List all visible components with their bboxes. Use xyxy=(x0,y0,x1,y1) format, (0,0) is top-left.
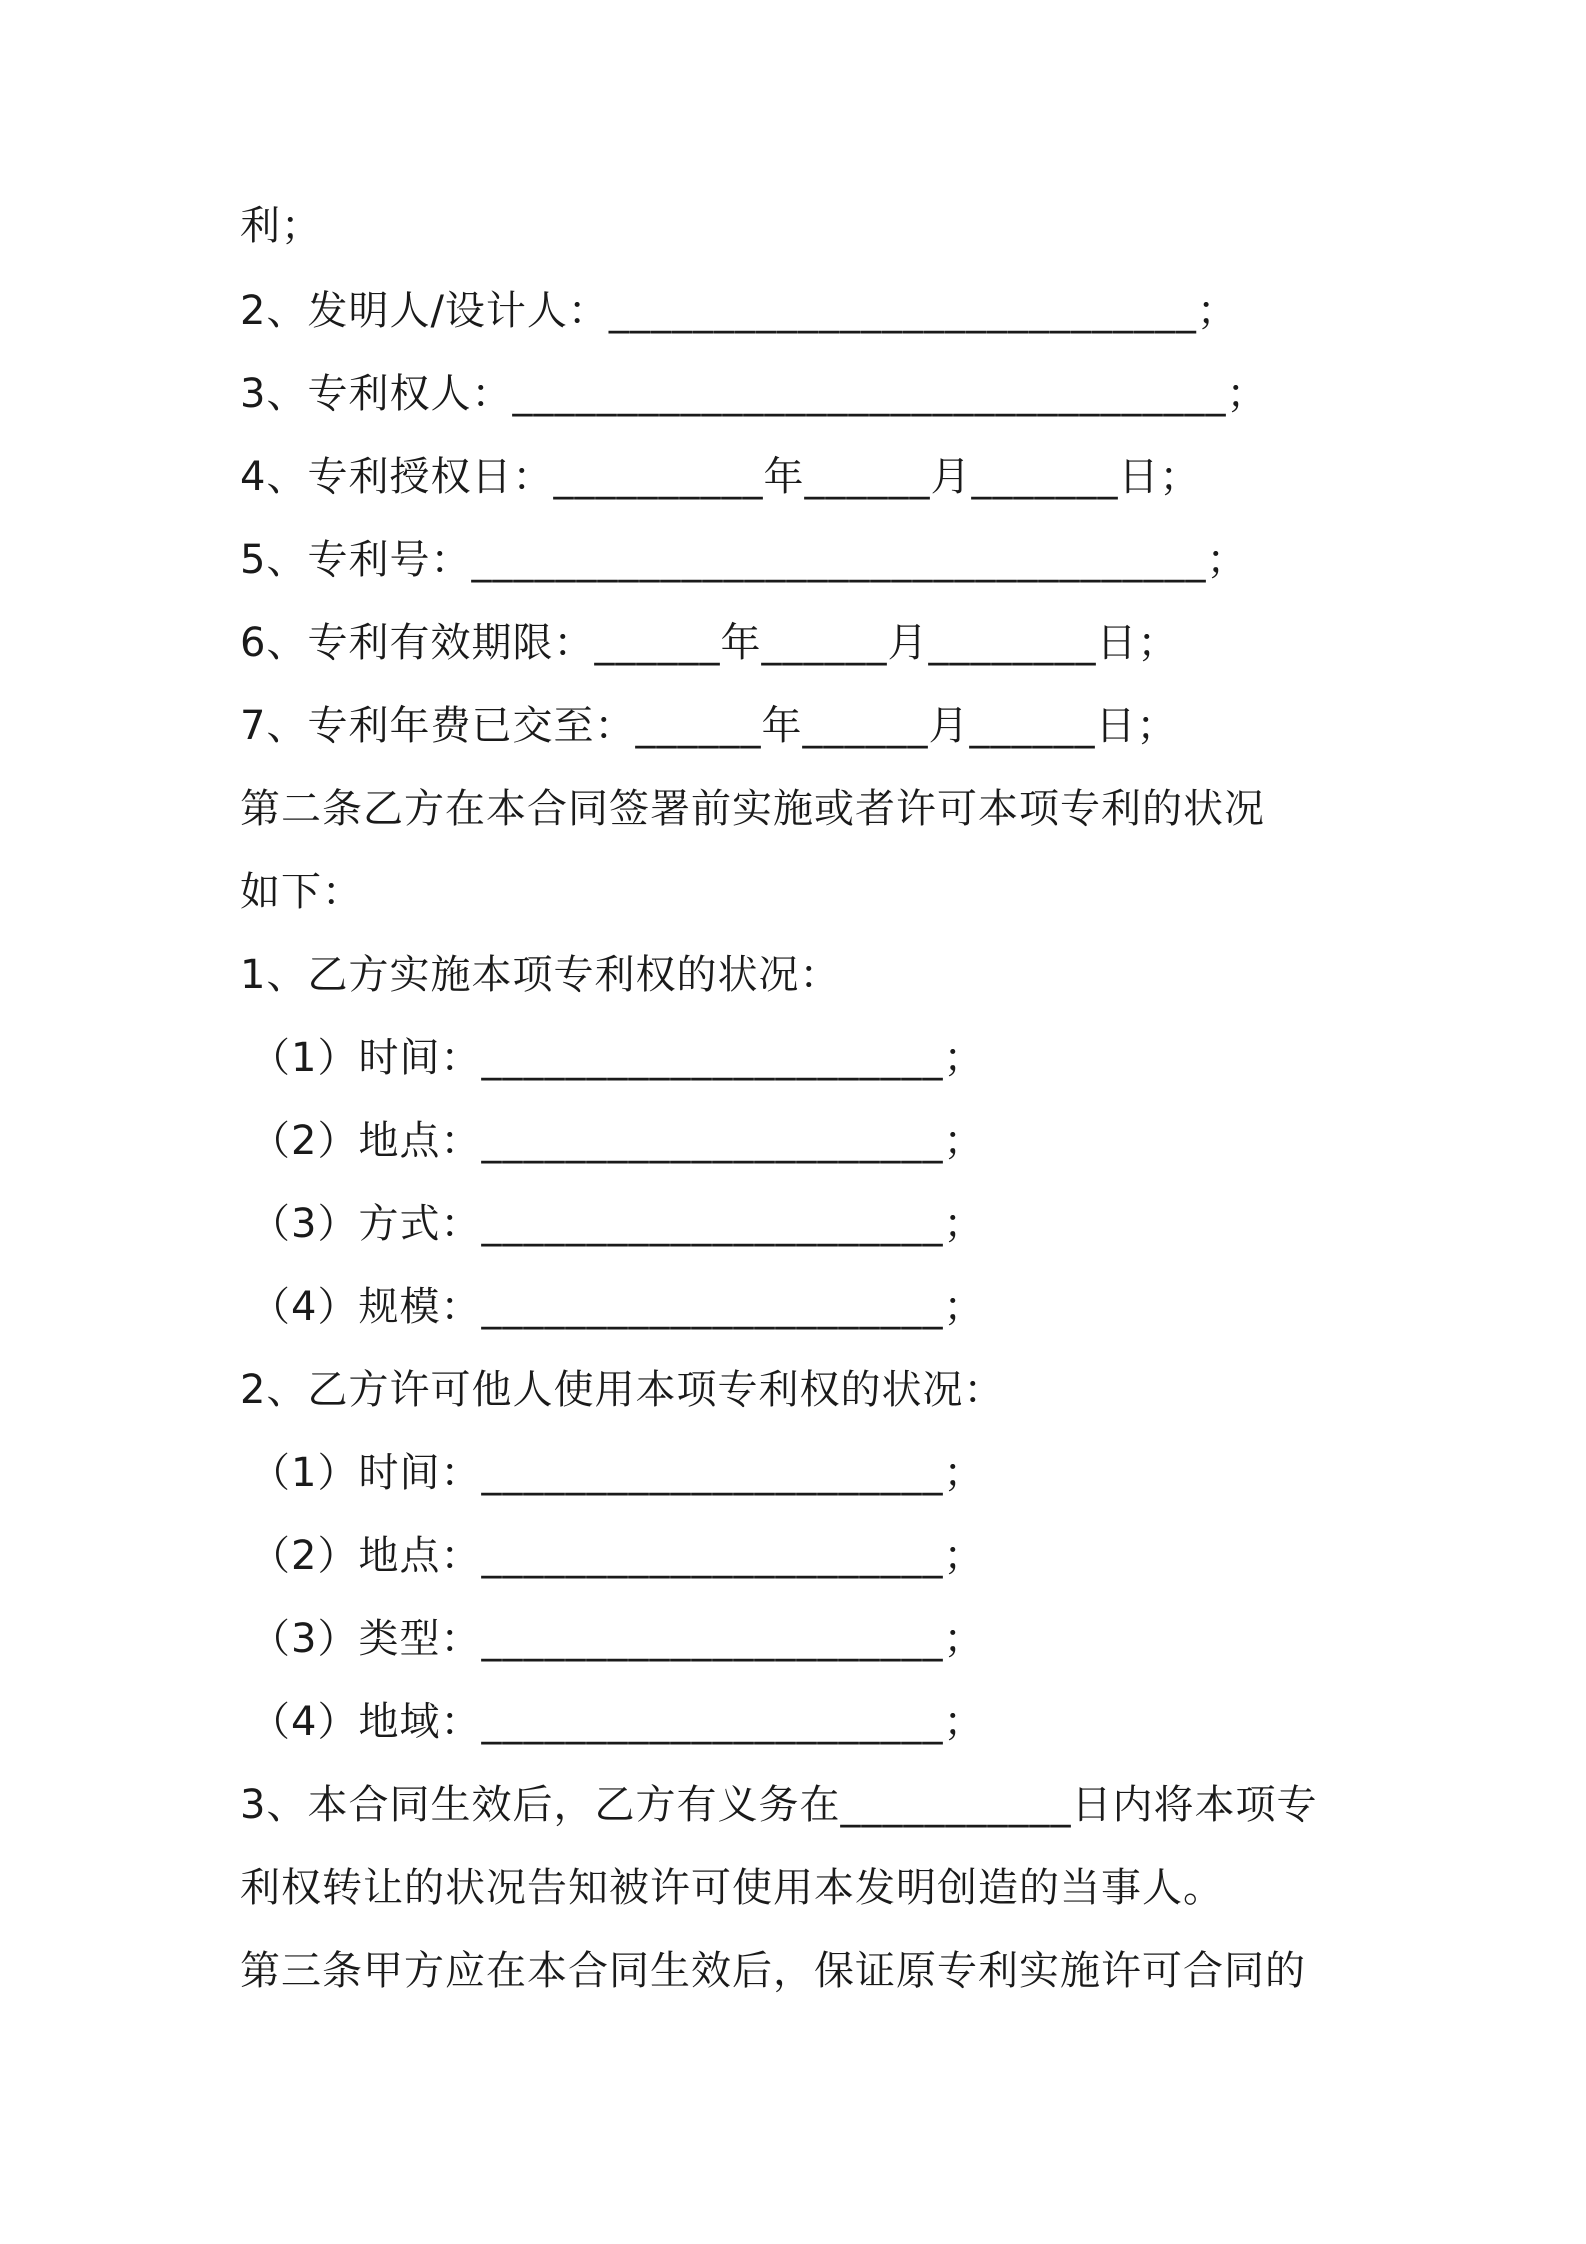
text-line-impl-method: （3）方式：______________________； xyxy=(250,1201,985,1247)
text-line-implementation-heading: 1、乙方实施本项专利权的状况： xyxy=(240,952,841,998)
text-line-license-heading: 2、乙方许可他人使用本项专利权的状况： xyxy=(240,1367,1005,1413)
text-line-article-three: 第三条甲方应在本合同生效后，保证原专利实施许可合同的 xyxy=(240,1948,1306,1994)
text-line-impl-place: （2）地点：______________________； xyxy=(250,1118,985,1164)
text-line-validity-period: 6、专利有效期限：______年______月________日； xyxy=(240,620,1179,666)
text-line-obligation: 3、本合同生效后，乙方有义务在___________日内将本项专 xyxy=(240,1782,1318,1828)
text-line-license-type: （3）类型：______________________； xyxy=(250,1616,985,1662)
text-line-license-region: （4）地域：______________________； xyxy=(250,1699,985,1745)
text-line-impl-time: （1）时间：______________________； xyxy=(250,1035,985,1081)
text-line-patent-number: 5、专利号：___________________________________； xyxy=(240,537,1248,583)
text-line-annual-fee: 7、专利年费已交至：______年______月______日； xyxy=(240,703,1178,749)
text-line-continuation: 利； xyxy=(240,203,322,249)
text-line-impl-scale: （4）规模：______________________； xyxy=(250,1284,985,1330)
text-line-article-two-cont: 如下： xyxy=(240,869,363,915)
text-line-patentee: 3、专利权人：__________________________________； xyxy=(240,371,1268,417)
text-line-grant-date: 4、专利授权日：__________年______月_______日； xyxy=(240,454,1201,500)
text-line-inventor: 2、发明人/设计人：____________________________； xyxy=(240,288,1238,334)
text-line-article-two: 第二条乙方在本合同签署前实施或者许可本项专利的状况 xyxy=(240,786,1265,832)
text-line-license-time: （1）时间：______________________； xyxy=(250,1450,985,1496)
text-line-obligation-cont: 利权转让的状况告知被许可使用本发明创造的当事人。 xyxy=(240,1865,1224,1911)
text-line-license-place: （2）地点：______________________； xyxy=(250,1533,985,1579)
